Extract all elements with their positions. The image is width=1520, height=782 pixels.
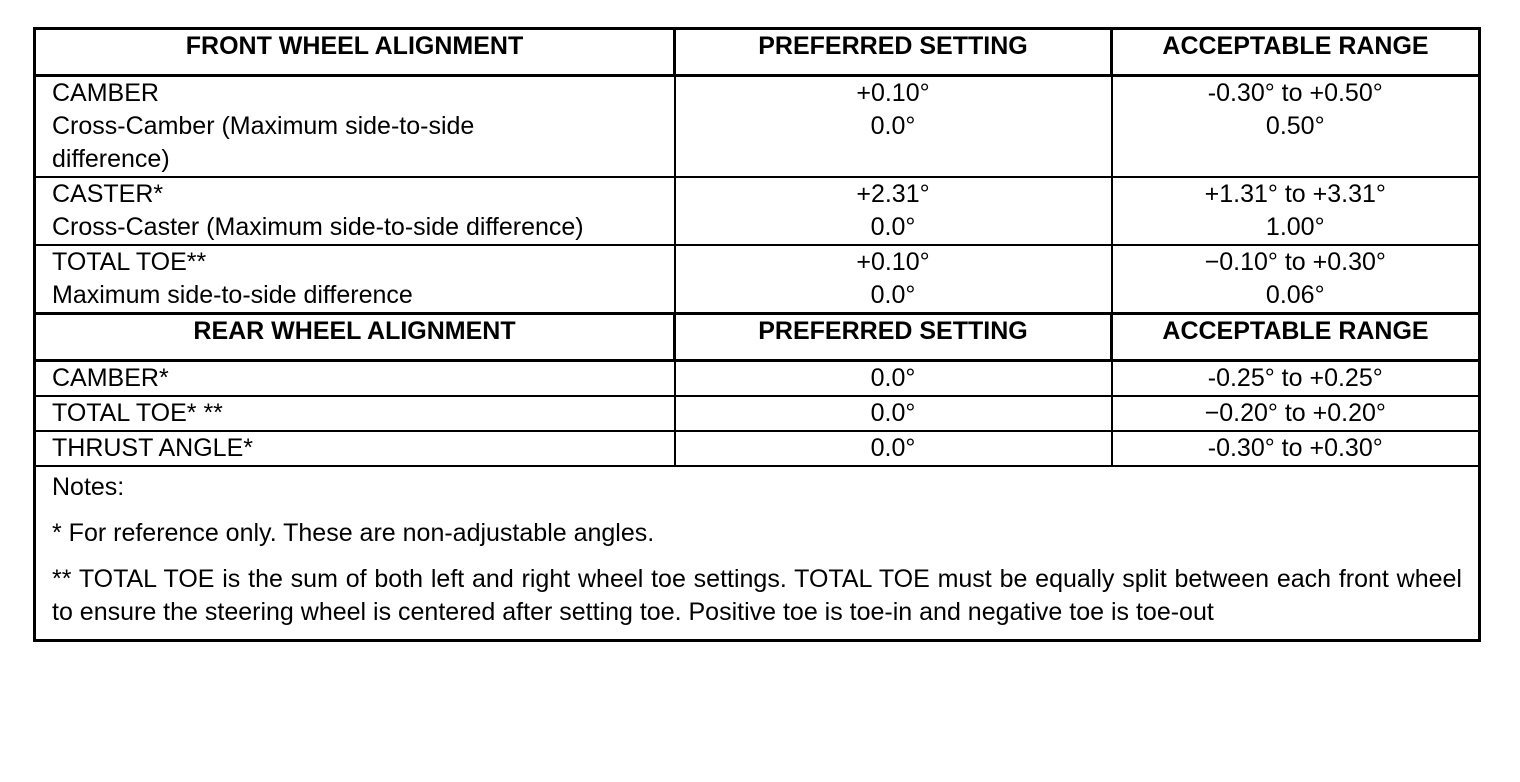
preferred-value: 0.0°	[675, 361, 1112, 397]
range-value: -0.30° to +0.50°	[1112, 76, 1480, 111]
row-label: Maximum side-to-side difference	[52, 281, 413, 309]
table-row	[35, 431, 1480, 466]
notes-row	[35, 466, 1480, 641]
table-row	[35, 245, 1480, 279]
range-value: -0.25° to +0.25°	[1112, 361, 1480, 397]
front-header-alignment: FRONT WHEEL ALIGNMENT	[35, 29, 675, 76]
wheel-alignment-spec-table	[33, 27, 1481, 642]
row-label: Cross-Caster (Maximum side-to-side difference)	[35, 211, 675, 245]
front-header-preferred: PREFERRED SETTING	[675, 29, 1112, 76]
row-label: TOTAL TOE**	[52, 248, 207, 276]
rear-header-alignment: REAR WHEEL ALIGNMENT	[35, 314, 675, 361]
range-value: −0.20° to +0.20°	[1112, 396, 1480, 431]
table-row	[35, 110, 1480, 177]
preferred-value: 0.0°	[675, 431, 1112, 466]
row-label: CASTER*	[52, 180, 164, 208]
preferred-value: 0.0°	[675, 279, 1112, 314]
preferred-value: +0.10°	[675, 245, 1112, 279]
row-label: CAMBER	[35, 76, 675, 111]
note-reference-only: * For reference only. These are non-adjustable angles.	[52, 519, 655, 547]
front-header-row	[35, 29, 1480, 76]
rear-header-row	[35, 314, 1480, 361]
range-value: −0.10° to +0.30°	[1112, 245, 1480, 279]
row-label: TOTAL TOE* **	[35, 396, 675, 431]
range-value: +1.31° to +3.31°	[1112, 177, 1480, 211]
range-value: 0.50°	[1112, 110, 1480, 177]
rear-header-range: ACCEPTABLE RANGE	[1112, 314, 1480, 361]
range-value: -0.30° to +0.30°	[1112, 431, 1480, 466]
rear-header-preferred: PREFERRED SETTING	[675, 314, 1112, 361]
notes-title: Notes:	[52, 473, 125, 501]
preferred-value: 0.0°	[675, 110, 1112, 177]
row-label: THRUST ANGLE*	[52, 434, 253, 462]
row-label: Cross-Camber (Maximum side-to-side difference)	[35, 110, 675, 177]
table-row	[35, 211, 1480, 245]
notes-section	[35, 466, 1480, 641]
note-total-toe: ** TOTAL TOE is the sum of both left and right wheel toe settings. TOTAL TOE must be equally split between each front wheel to ensure the steering wheel is centered after setting toe. Positive toe is toe-in and negative toe is toe-out	[52, 565, 1462, 626]
preferred-value: +0.10°	[675, 76, 1112, 111]
table-row	[35, 361, 1480, 397]
row-label: CAMBER*	[35, 361, 675, 397]
table-row	[35, 396, 1480, 431]
preferred-value: 0.0°	[675, 211, 1112, 245]
front-header-range: ACCEPTABLE RANGE	[1112, 29, 1480, 76]
table-row	[35, 177, 1480, 211]
table-row	[35, 76, 1480, 111]
preferred-value: 0.0°	[675, 396, 1112, 431]
range-value: 1.00°	[1112, 211, 1480, 245]
table-row	[35, 279, 1480, 314]
preferred-value: +2.31°	[675, 177, 1112, 211]
range-value: 0.06°	[1112, 279, 1480, 314]
